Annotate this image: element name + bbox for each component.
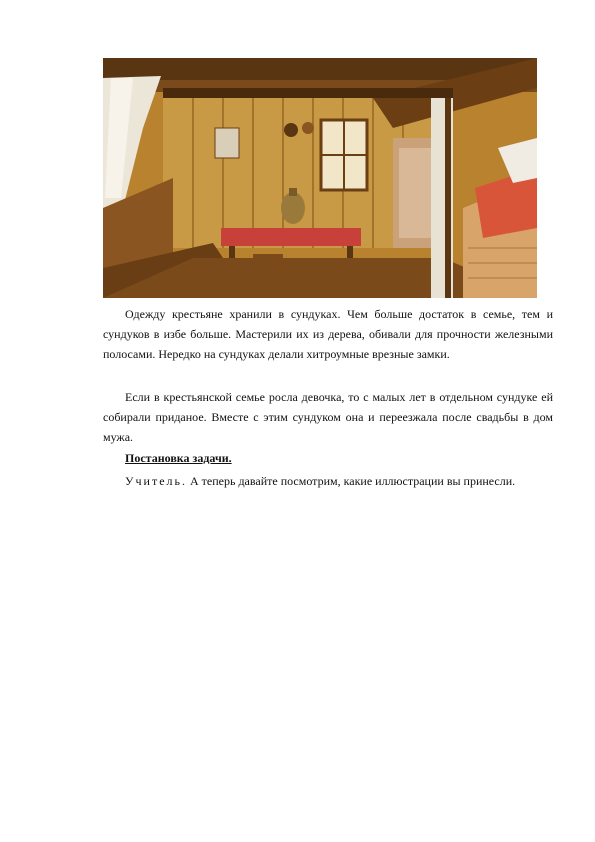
speaker-text: А теперь давайте посмотрим, какие иллюстрации вы принесли.: [186, 474, 516, 488]
section-heading: Постановка задачи.: [125, 451, 232, 465]
paragraph-chests: Одежду крестьяне хранили в сундуках. Чем больше достаток в семье, тем и сундуков в избе больше. Мастерили их из дерева, обивали для прочности железными полосами. Нередко на сундуках делали хитроумные врезные замки.: [103, 307, 553, 361]
speaker-label: Учитель.: [125, 474, 187, 488]
paragraph-dowry: Если в крестьянской семье росла девочка, то с малых лет в отдельном сундуке ей собирали приданое. Вместе с этим сундуком она и переезжала после свадьбы в дом мужа.: [103, 390, 553, 444]
teacher-line: [103, 471, 553, 491]
izba-interior-photo: [103, 58, 537, 298]
